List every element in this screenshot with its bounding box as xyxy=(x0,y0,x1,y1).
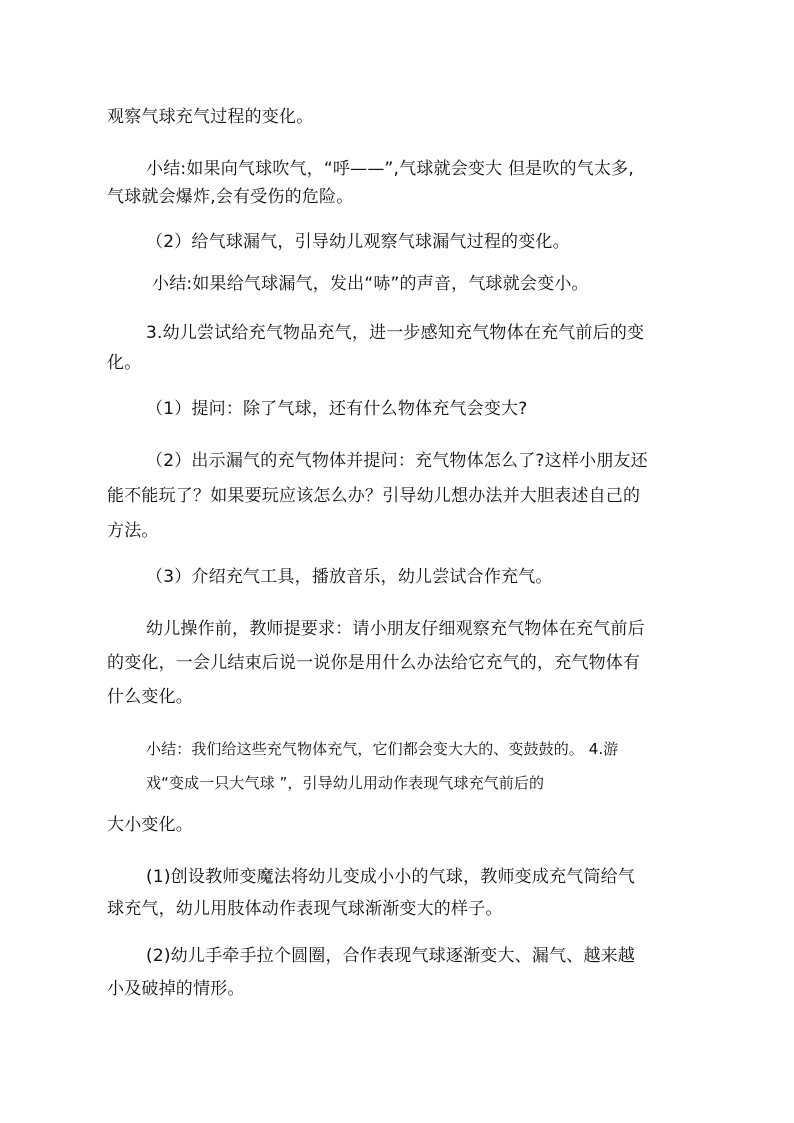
text-line: 什么变化。 xyxy=(107,687,193,707)
text-line: 3.幼儿尝试给充气物品充气，进一步感知充气物体在充气前后的变 xyxy=(146,323,645,343)
text-line: 化。 xyxy=(107,353,142,373)
text-line: 的变化，一会儿结束后说一说你是用什么办法给它充气的，充气物体有 xyxy=(107,653,641,673)
text-line: 小结:如果向气球吹气，“呼——”,气球就会变大 但是吹的气太多, xyxy=(146,159,634,179)
text-line: (2)幼儿手牵手拉个圆圈，合作表现气球逐渐变大、漏气、越来越 xyxy=(146,946,636,966)
text-line: （1）提问：除了气球，还有什么物体充气会变大? xyxy=(146,399,528,419)
text-line: （2）给气球漏气，引导幼儿观察气球漏气过程的变化。 xyxy=(146,232,570,252)
text-line: 方法。 xyxy=(107,521,159,541)
text-line: 戏“变成一只大气球 ”，引导幼儿用动作表现气球充气前后的 xyxy=(146,774,545,792)
text-line: 大小变化。 xyxy=(107,815,193,835)
text-line: 球充气，幼儿用肢体动作表现气球渐渐变大的样子。 xyxy=(107,899,503,919)
text-line: 气球就会爆炸,会有受伤的危险。 xyxy=(107,187,354,207)
text-line: （2）出示漏气的充气物体并提问：充气物体怎么了?这样小朋友还 xyxy=(146,451,648,471)
text-line: 观察气球充气过程的变化。 xyxy=(107,107,314,127)
text-line: 小结：我们给这些充气物体充气，它们都会变大大的、变鼓鼓的。 4.游 xyxy=(146,740,619,758)
text-line: （3）介绍充气工具，播放音乐，幼儿尝试合作充气。 xyxy=(146,567,553,587)
text-line: 能不能玩了？如果要玩应该怎么办？引导幼儿想办法并大胆表述自己的 xyxy=(107,486,641,506)
text-line: 小及破掉的情形。 xyxy=(107,979,245,999)
text-line: 小结:如果给气球漏气，发出“哧”的声音，气球就会变小。 xyxy=(152,274,589,294)
text-line: 幼儿操作前，教师提要求：请小朋友仔细观察充气物体在充气前后 xyxy=(146,619,645,639)
text-line: (1)创设教师变魔法将幼儿变成小小的气球，教师变成充气筒给气 xyxy=(146,867,636,887)
